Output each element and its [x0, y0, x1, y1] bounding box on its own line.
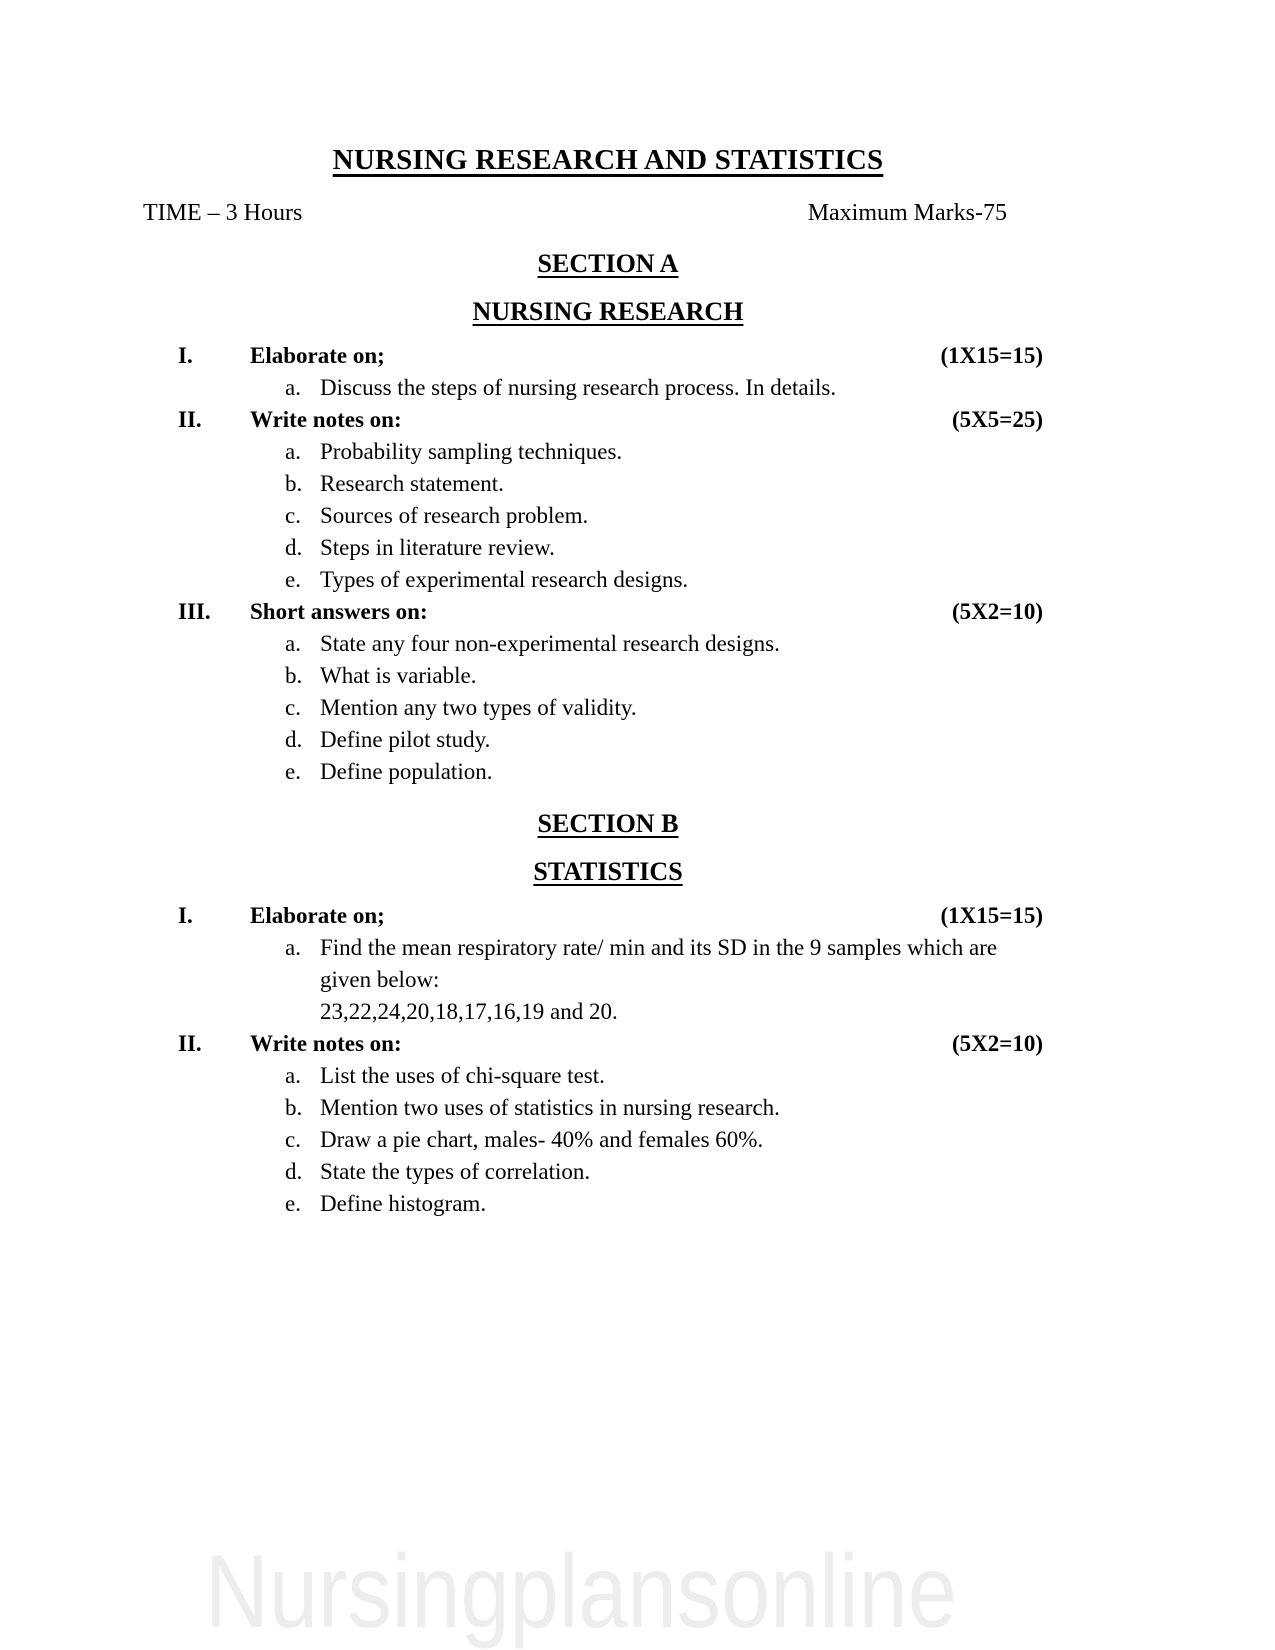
item-text: Define pilot study. — [320, 727, 491, 752]
question-item — [143, 532, 1073, 564]
item-letter: d. — [285, 1159, 303, 1184]
item-letter: a. — [285, 935, 301, 960]
question-item — [143, 724, 1073, 756]
item-text: Probability sampling techniques. — [320, 439, 623, 464]
item-letter: d. — [285, 535, 303, 560]
exam-meta-row — [143, 198, 1073, 228]
question-marks: (1X15=15) — [940, 903, 1043, 928]
question-item — [143, 1156, 1073, 1188]
item-text: State any four non-experimental research designs. — [320, 631, 780, 656]
item-text: Mention any two types of validity. — [320, 695, 637, 720]
item-letter: a. — [285, 439, 301, 464]
question-item — [143, 468, 1073, 500]
question-numeral: II. — [178, 407, 202, 432]
item-text: State the types of correlation. — [320, 1159, 591, 1184]
item-letter: e. — [285, 759, 301, 784]
question-marks: (5X2=10) — [951, 599, 1043, 624]
question-marks: (1X15=15) — [940, 343, 1043, 368]
question-title: Write notes on: — [250, 407, 402, 432]
question-item — [143, 1124, 1073, 1156]
item-letter: e. — [285, 567, 301, 592]
question-numeral: I. — [178, 343, 193, 368]
item-text: Research statement. — [320, 471, 504, 496]
section-a-subheading: NURSING RESEARCH — [472, 297, 744, 326]
question-item — [143, 1188, 1073, 1220]
section-b-heading: SECTION B — [537, 809, 679, 838]
exam-max-marks: Maximum Marks-75 — [807, 200, 1007, 226]
question-marks: (5X2=10) — [951, 1031, 1043, 1056]
question-item — [143, 660, 1073, 692]
question-item — [143, 932, 1073, 1028]
question-item — [143, 564, 1073, 596]
item-letter: b. — [285, 471, 303, 496]
question-item — [143, 500, 1073, 532]
question-item — [143, 372, 1073, 404]
page-title: NURSING RESEARCH AND STATISTICS — [332, 144, 884, 176]
question-item — [143, 692, 1073, 724]
question-marks: (5X5=25) — [951, 407, 1043, 432]
item-text: Discuss the steps of nursing research process. In details. — [320, 375, 837, 400]
item-text: Draw a pie chart, males- 40% and females 60%. — [320, 1127, 764, 1152]
item-text-line: 23,22,24,20,18,17,16,19 and 20. — [320, 999, 618, 1024]
item-letter: e. — [285, 1191, 301, 1216]
question-item — [143, 1092, 1073, 1124]
item-text: List the uses of chi-square test. — [320, 1063, 605, 1088]
question-title: Elaborate on; — [250, 343, 385, 368]
item-text-line: Find the mean respiratory rate/ min and its SD in the 9 samples which are — [320, 935, 998, 960]
question-item — [143, 436, 1073, 468]
item-letter: a. — [285, 375, 301, 400]
item-letter: b. — [285, 1095, 303, 1120]
item-text: Mention two uses of statistics in nursing research. — [320, 1095, 780, 1120]
item-letter: b. — [285, 663, 303, 688]
item-letter: c. — [285, 695, 301, 720]
question-item — [143, 628, 1073, 660]
question-row — [143, 340, 1073, 372]
question-numeral: II. — [178, 1031, 202, 1056]
item-text-line: given below: — [320, 967, 440, 992]
exam-time: TIME – 3 Hours — [143, 200, 303, 226]
section-b-subheading: STATISTICS — [533, 857, 683, 886]
item-letter: a. — [285, 1063, 301, 1088]
question-title: Write notes on: — [250, 1031, 402, 1056]
item-text: What is variable. — [320, 663, 477, 688]
question-row — [143, 900, 1073, 932]
document-content — [143, 140, 1073, 1220]
question-numeral: III. — [178, 599, 211, 624]
item-letter: a. — [285, 631, 301, 656]
question-title: Short answers on: — [250, 599, 428, 624]
item-text: Sources of research problem. — [320, 503, 589, 528]
item-text — [320, 932, 1073, 1028]
question-title: Elaborate on; — [250, 903, 385, 928]
watermark: Nursingplansonline — [205, 1534, 957, 1650]
question-row — [143, 1028, 1073, 1060]
question-item — [143, 1060, 1073, 1092]
item-letter: c. — [285, 503, 301, 528]
item-letter: c. — [285, 1127, 301, 1152]
item-letter: d. — [285, 727, 303, 752]
section-a-heading: SECTION A — [537, 249, 679, 278]
question-row — [143, 404, 1073, 436]
item-text: Types of experimental research designs. — [320, 567, 689, 592]
item-text: Define histogram. — [320, 1191, 487, 1216]
item-text: Steps in literature review. — [320, 535, 555, 560]
question-item — [143, 756, 1073, 788]
question-numeral: I. — [178, 903, 193, 928]
item-text: Define population. — [320, 759, 493, 784]
question-row — [143, 596, 1073, 628]
